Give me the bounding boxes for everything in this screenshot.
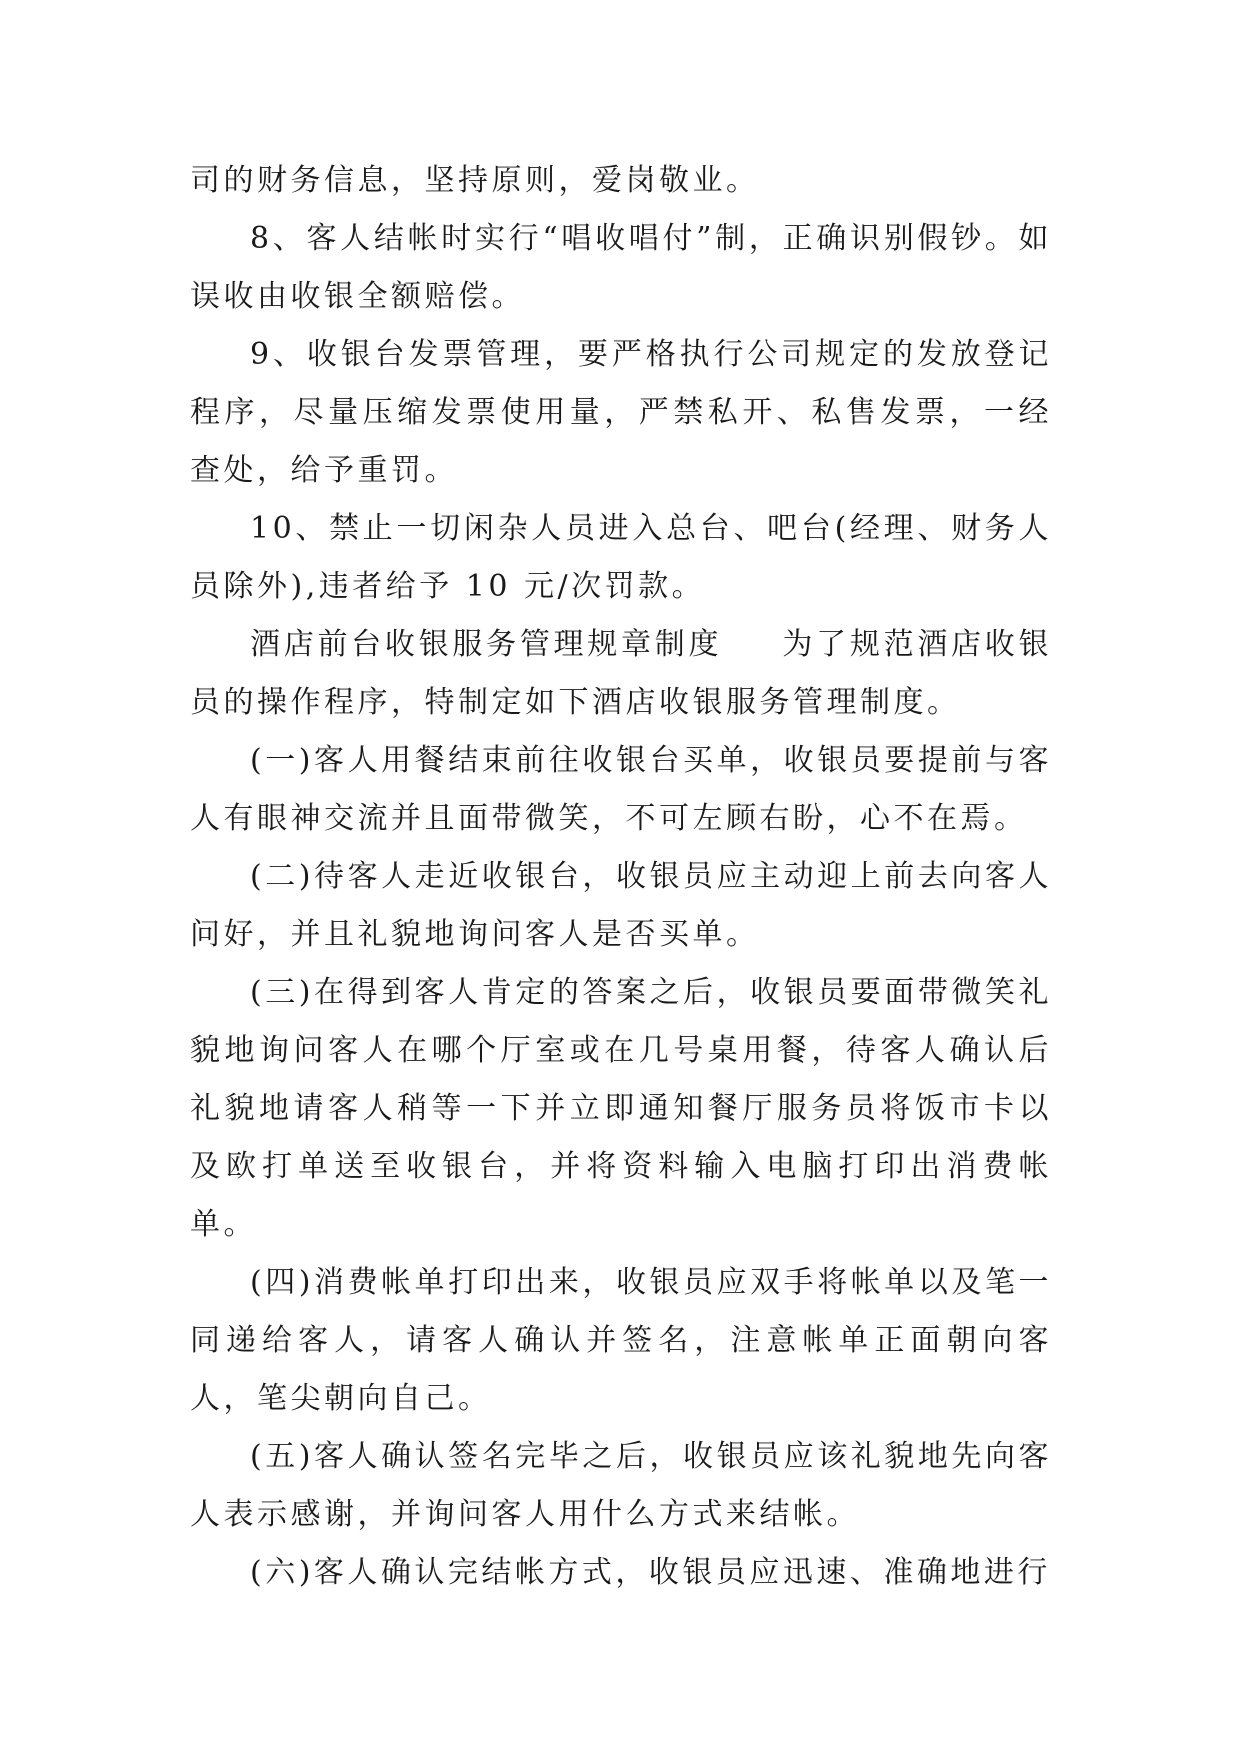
section-title: 酒店前台收银服务管理规章制度 — [250, 627, 723, 662]
section-intro-text: 为了规范酒店收银员的操作程序，特制定如下酒店收银服务管理制度。 — [190, 627, 1053, 720]
paragraph-step-2: (二)待客人走近收银台，收银员应主动迎上前去向客人问好，并且礼貌地询问客人是否买单。 — [190, 859, 1052, 952]
paragraph-step-6: (六)客人确认完结帐方式，收银员应迅速、准确地进行 — [250, 1555, 1051, 1590]
paragraph-item-8: 8、客人结帐时实行“唱收唱付”制，正确识别假钞。如误收由收银全额赔偿。 — [190, 221, 1052, 314]
document-body — [190, 152, 1052, 1602]
paragraph-step-1: (一)客人用餐结束前往收银台买单，收银员要提前与客人有眼神交流并且面带微笑，不可左顾右盼，心不在焉。 — [190, 743, 1052, 836]
paragraph-step-5: (五)客人确认签名完毕之后，收银员应该礼貌地先向客人表示感谢，并询问客人用什么方式来结帐。 — [190, 1439, 1052, 1532]
paragraph-item-9: 9、收银台发票管理，要严格执行公司规定的发放登记程序，尽量压缩发票使用量，严禁私开、私售发票，一经查处，给予重罚。 — [190, 337, 1052, 488]
paragraph-section-intro — [190, 616, 1052, 732]
paragraph-step-3: (三)在得到客人肯定的答案之后，收银员要面带微笑礼貌地询问客人在哪个厅室或在几号桌用餐，待客人确认后礼貌地请客人稍等一下并立即通知餐厅服务员将饭市卡以及欧打单送至收银台，并将资料输入电脑打印出消费帐单。 — [190, 975, 1052, 1242]
paragraph-step-4: (四)消费帐单打印出来，收银员应双手将帐单以及笔一同递给客人，请客人确认并签名，注意帐单正面朝向客人，笔尖朝向自己。 — [190, 1265, 1052, 1416]
paragraph-item-10: 10、禁止一切闲杂人员进入总台、吧台(经理、财务人员除外),违者给予 10 元/次罚款。 — [190, 511, 1052, 604]
paragraph-continuation: 司的财务信息，坚持原则，爱岗敬业。 — [190, 163, 760, 198]
